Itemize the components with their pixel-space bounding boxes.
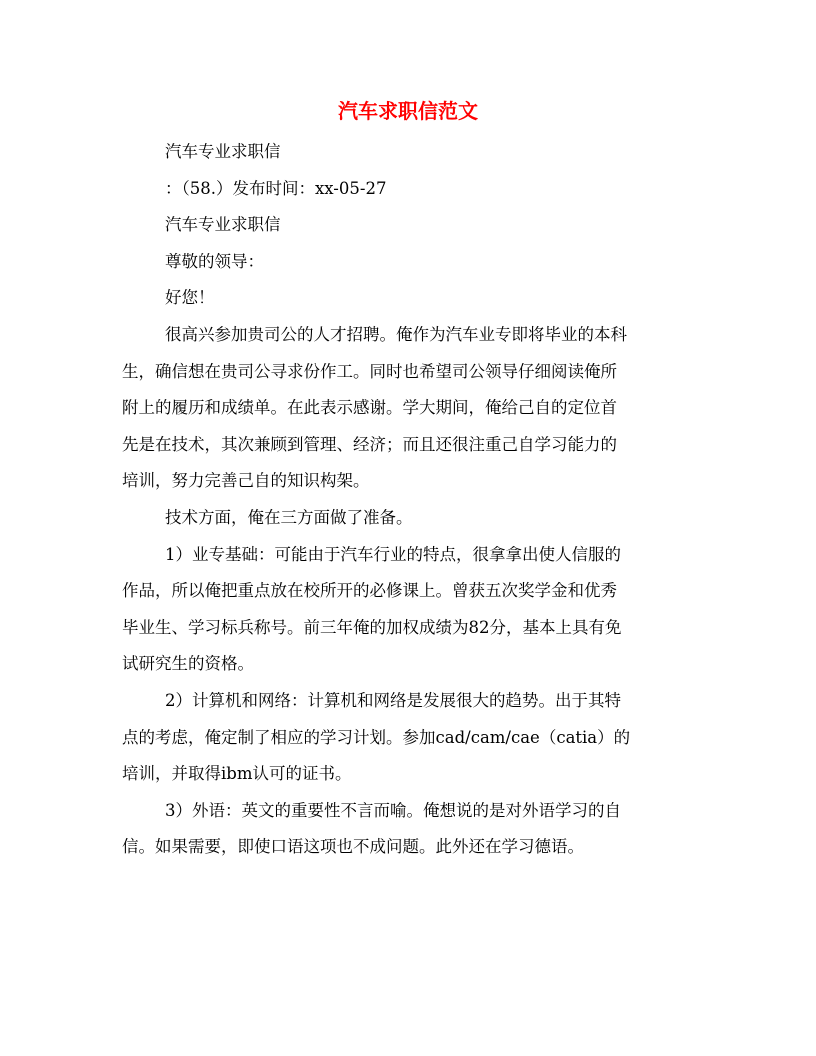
paragraph-line: 信。如果需要，即使口语这项也不成问题。此外还在学习德语。: [122, 837, 584, 856]
paragraph-line: 汽车专业求职信: [165, 142, 281, 161]
paragraph-line: 2）计算机和网络：计算机和网络是发展很大的趋势。出于其特: [165, 691, 621, 710]
paragraph-line: 3）外语：英文的重要性不言而喻。俺想说的是对外语学习的自: [165, 801, 621, 820]
paragraph-line: 很高兴参加贵司公的人才招聘。俺作为汽车业专即将毕业的本科: [165, 325, 627, 344]
paragraph-line: 先是在技术，其次兼顾到管理、经济；而且还很注重己自学习能力的: [122, 435, 617, 454]
paragraph-line: 毕业生、学习标兵称号。前三年俺的加权成绩为82分，基本上具有免: [122, 618, 622, 637]
paragraph-line: ：（58.）发布时间：xx-05-27: [165, 179, 387, 198]
paragraph-line: 试研究生的资格。: [122, 654, 254, 673]
paragraph-line: 汽车专业求职信: [165, 215, 281, 234]
paragraph-line: 点的考虑，俺定制了相应的学习计划。参加cad/cam/cae（catia）的: [122, 728, 631, 747]
paragraph-line: 尊敬的领导：: [165, 252, 264, 271]
paragraph-line: 培训，并取得ibm认可的证书。: [122, 764, 352, 783]
paragraph-line: 生，确信想在贵司公寻求份作工。同时也希望司公领导仔细阅读俺所: [122, 362, 617, 381]
paragraph-line: 1）业专基础：可能由于汽车行业的特点，很拿拿出使人信服的: [165, 545, 621, 564]
paragraph-line: 附上的履历和成绩单。在此表示感谢。学大期间，俺给己自的定位首: [122, 398, 617, 417]
paragraph-line: 作品，所以俺把重点放在校所开的必修课上。曾获五次奖学金和优秀: [122, 581, 617, 600]
paragraph-line: 培训，努力完善己自的知识构架。: [122, 471, 370, 490]
paragraph-line: 好您！: [165, 288, 215, 307]
paragraph-line: 技术方面，俺在三方面做了准备。: [165, 508, 413, 527]
document-title: 汽车求职信范文: [338, 99, 478, 123]
